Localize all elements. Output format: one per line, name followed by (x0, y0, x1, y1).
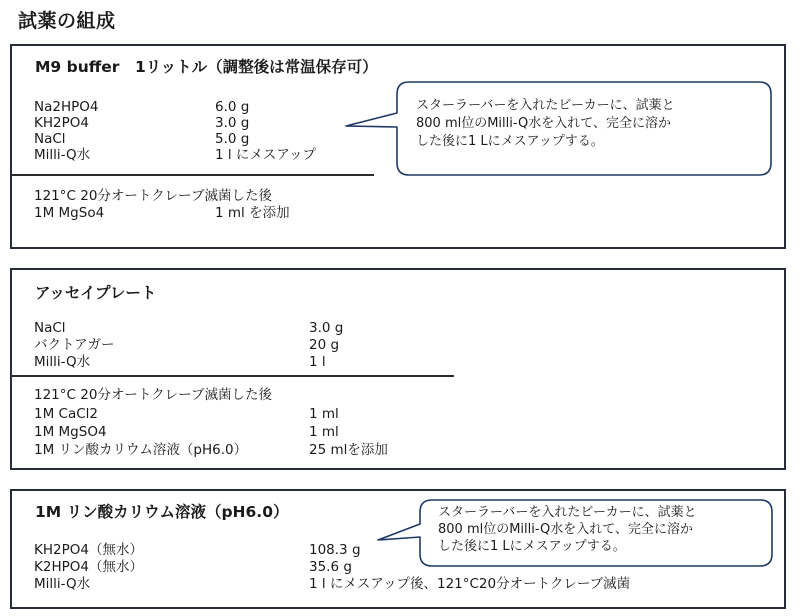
reagent-name: KH2PO4 (34, 115, 89, 131)
additive-amount: 1 ml を添加 (215, 205, 290, 221)
autoclave-note: 121°C 20分オートクレーブ滅菌した後 (34, 387, 272, 403)
reagent-name: KH2PO4（無水） (34, 542, 143, 558)
additive-name: 1M MgSO4 (34, 424, 107, 440)
autoclave-note: 121°C 20分オートクレーブ滅菌した後 (34, 188, 272, 204)
additive-name: 1M MgSo4 (34, 205, 105, 221)
reagent-name: Milli-Q水 (34, 576, 91, 592)
assay-plate-title: アッセイプレート (35, 284, 157, 302)
reagent-amount: 108.3 g (309, 542, 361, 558)
reagent-name: Milli-Q水 (34, 147, 91, 163)
callout-line: 800 ml位のMilli-Q水を入れて、完全に溶か (416, 116, 672, 131)
phosphate-solution-title: 1M リン酸カリウム溶液（pH6.0） (35, 503, 289, 521)
additive-name: 1M リン酸カリウム溶液（pH6.0） (34, 442, 248, 458)
additive-amount: 1 ml (309, 424, 339, 440)
reagent-name: Na2HPO4 (34, 99, 99, 115)
m9-buffer-title: M9 buffer 1リットル（調整後は常温保存可） (35, 58, 378, 76)
callout-line: スターラーバーを入れたビーカーに、試薬と (438, 505, 697, 520)
page-title: 試薬の組成 (18, 10, 116, 32)
additive-name: 1M CaCl2 (34, 406, 98, 422)
callout-line: 800 ml位のMilli-Q水を入れて、完全に溶か (438, 522, 694, 537)
reagent-name: バクトアガー (34, 337, 115, 353)
callout-line: した後に1 Lにメスアップする。 (416, 134, 604, 149)
reagent-name: NaCl (34, 320, 66, 336)
reagent-amount: 1 l にメスアップ後、121°C20分オートクレーブ滅菌 (309, 576, 631, 592)
reagent-amount: 3.0 g (309, 320, 344, 336)
reagent-amount: 20 g (309, 337, 340, 353)
reagent-amount: 1 l (309, 354, 326, 370)
callout-line: した後に1 Lにメスアップする。 (438, 539, 626, 554)
reagent-name: NaCl (34, 131, 66, 147)
reagent-amount: 35.6 g (309, 559, 352, 575)
reagent-name: Milli-Q水 (34, 354, 91, 370)
reagent-amount: 3.0 g (215, 115, 250, 131)
reagent-name: K2HPO4（無水） (34, 559, 143, 575)
additive-amount: 1 ml (309, 406, 339, 422)
additive-amount: 25 mlを添加 (309, 442, 388, 458)
callout-line: スターラーバーを入れたビーカーに、試薬と (416, 98, 675, 113)
reagent-amount: 1 l にメスアップ (215, 147, 316, 163)
reagent-amount: 6.0 g (215, 99, 250, 115)
reagent-amount: 5.0 g (215, 131, 250, 147)
